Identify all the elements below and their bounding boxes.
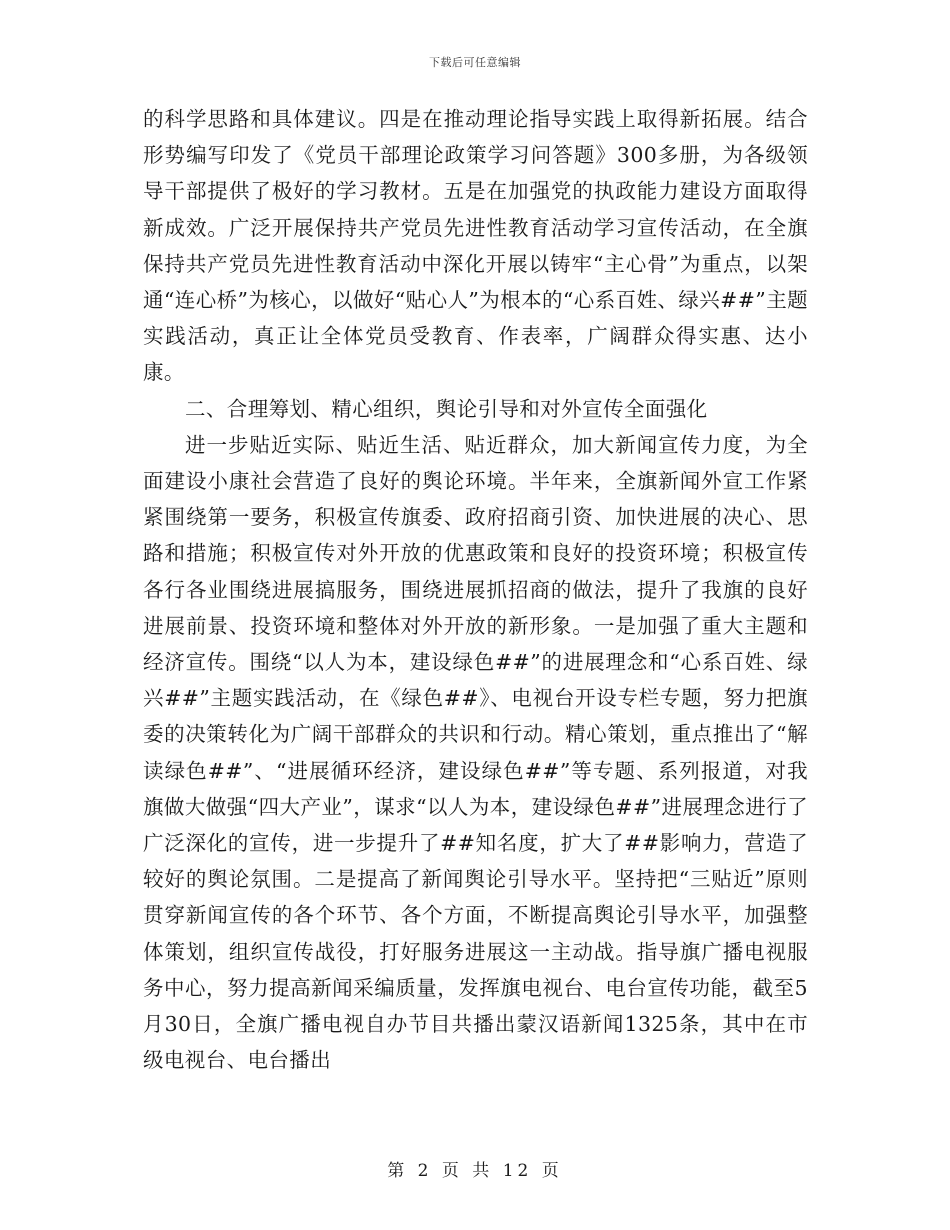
- paragraph-continuation: 的科学思路和具体建议。四是在推动理论指导实践上取得新拓展。结合形势编写印发了《党员干部理论政策学习问答题》300多册，为各级领导干部提供了极好的学习教材。五是在加强党的执政能力建设方面取得新成效。广泛开展保持共产党员先进性教育活动学习宣传活动，在全旗保持共产党员先进性教育活动中深化开展以铸牢“主心骨”为重点，以架通“连心桥”为核心，以做好“贴心人”为根本的“心系百姓、绿兴##”主题实践活动，真正让全体党员受教育、作表率，广阔群众得实惠、达小康。: [143, 107, 808, 385]
- paragraph-body: 进一步贴近实际、贴近生活、贴近群众，加大新闻宣传力度，为全面建设小康社会营造了良好的舆论环境。半年来，全旗新闻外宣工作紧紧围绕第一要务，积极宣传旗委、政府招商引资、加快进展的决心、思路和措施；积极宣传对外开放的优惠政策和良好的投资环境；积极宣传各行各业围绕进展搞服务，围绕进展抓招商的做法，提升了我旗的良好进展前景、投资环境和整体对外开放的新形象。一是加强了重大主题和经济宣传。围绕“以人为本，建设绿色##”的进展理念和“心系百姓、绿兴##”主题实践活动，在《绿色##》、电视台开设专栏专题，努力把旗委的决策转化为广阔干部群众的共识和行动。精心策划，重点推出了“解读绿色##”、“进展循环经济，建设绿色##”等专题、系列报道，对我旗做大做强“四大产业”，谋求“以人为本，建设绿色##”进展理念进行了广泛深化的宣传，进一步提升了##知名度，扩大了##影响力，营造了较好的舆论氛围。二是提高了新闻舆论引导水平。坚持把“三贴近”原则贯穿新闻宣传的各个环节、各个方面，不断提高舆论引导水平，加强整体策划，组织宣传战役，打好服务进展这一主动战。指导旗广播电视服务中心，努力提高新闻采编质量，发挥旗电视台、电台宣传功能，截至5月30日，全旗广播电视自办节目共播出蒙汉语新闻1325条，其中在市级电视台、电台播出: [143, 432, 808, 1073]
- section-heading: 二、合理筹划、精心组织，舆论引导和对外宣传全面强化: [185, 396, 708, 421]
- page-header-note: 下载后可任意编辑: [429, 56, 521, 69]
- page-number: 第 2 页 共 12 页: [387, 1161, 563, 1181]
- document-body: [143, 101, 808, 1078]
